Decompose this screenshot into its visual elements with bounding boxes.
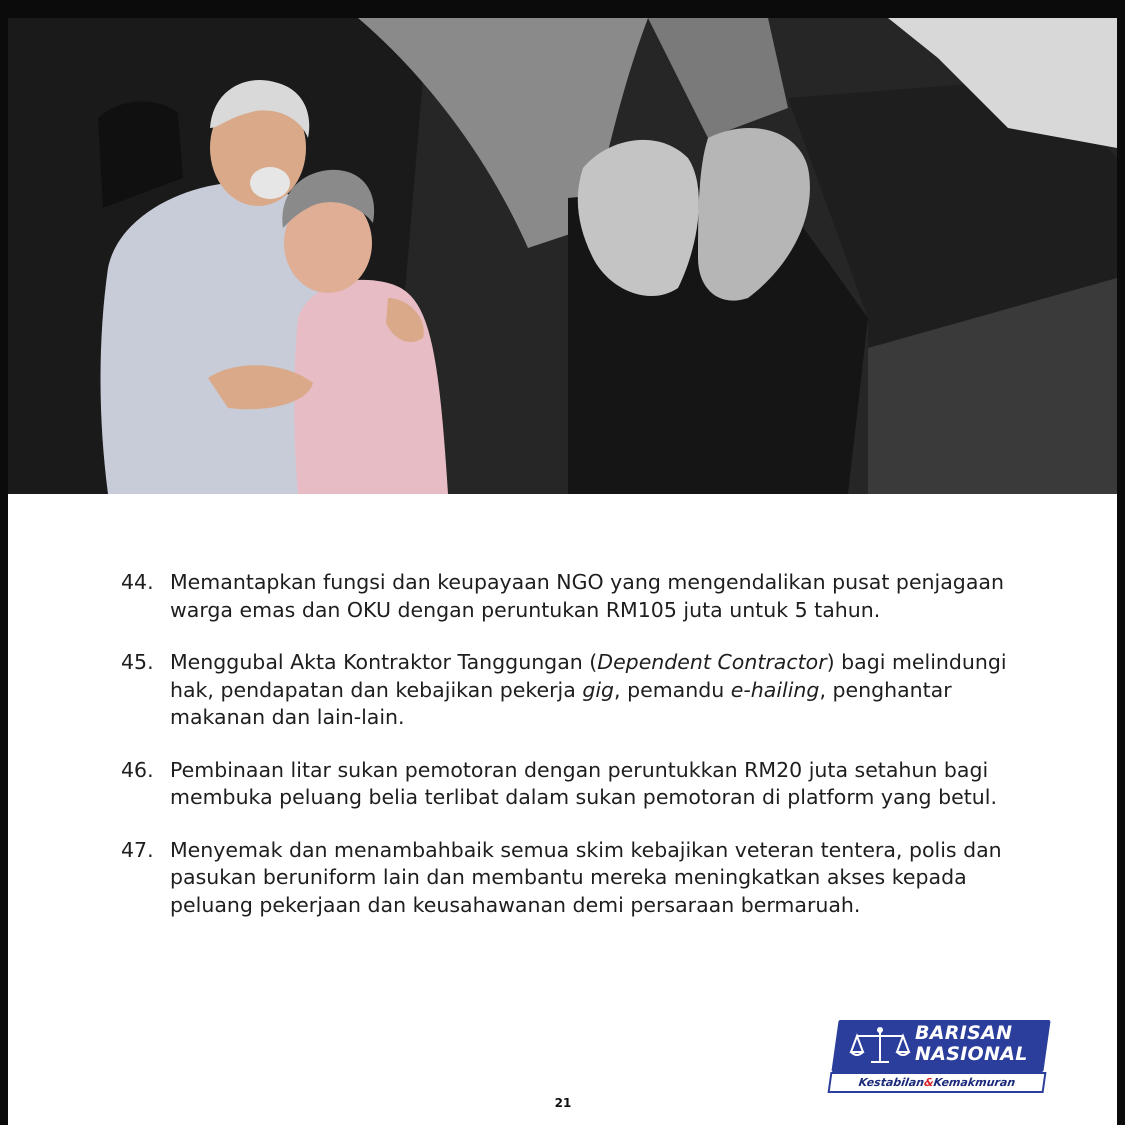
- list-item: [121, 569, 1051, 624]
- item-text: Pembinaan litar sukan pemotoran dengan peruntukkan RM20 juta setahun bagi membuka peluang belia terlibat dalam sukan pemotoran di platform yang betul.: [170, 757, 997, 809]
- barisan-nasional-logo: [827, 1020, 1053, 1092]
- item-number: 46.: [121, 757, 154, 782]
- item-number: 47.: [121, 837, 154, 862]
- list-item: [121, 837, 1051, 920]
- list-item: [121, 757, 1051, 812]
- item-number: 44.: [121, 570, 154, 594]
- item-text: Menggubal Akta Kontraktor Tanggungan (Dependent Contractor) bagi melindungi hak, pendapatan dan kebajikan pekerja gig, pemandu e-hailing, penghantar makanan dan lain-lain.: [170, 650, 1007, 729]
- item-text: Memantapkan fungsi dan keupayaan NGO yang mengendalikan pusat penjagaan warga emas dan OKU dengan peruntukan RM105 juta untuk 5 tahun.: [170, 570, 1004, 622]
- scales-of-justice-icon: [849, 1026, 911, 1066]
- hero-photo-illustration: [8, 18, 1117, 494]
- document-page: [8, 18, 1117, 1125]
- logo-tagline: Kestabilan&Kemakmuran: [828, 1072, 1047, 1093]
- item-number: 45.: [121, 650, 154, 674]
- hero-photo: [8, 18, 1117, 494]
- logo-title-line2: NASIONAL: [915, 1043, 1028, 1065]
- page-number: 21: [554, 1096, 572, 1110]
- item-text: Menyemak dan menambahbaik semua skim kebajikan veteran tentera, polis dan pasukan beruniform lain dan membantu mereka meningkatkan akses kepada peluang pekerjaan dan keusahawanan demi persaraan bermaruah.: [170, 837, 1002, 917]
- list-item: [121, 649, 1051, 732]
- logo-title-line1: BARISAN: [915, 1022, 1013, 1044]
- policy-list: [121, 569, 1051, 919]
